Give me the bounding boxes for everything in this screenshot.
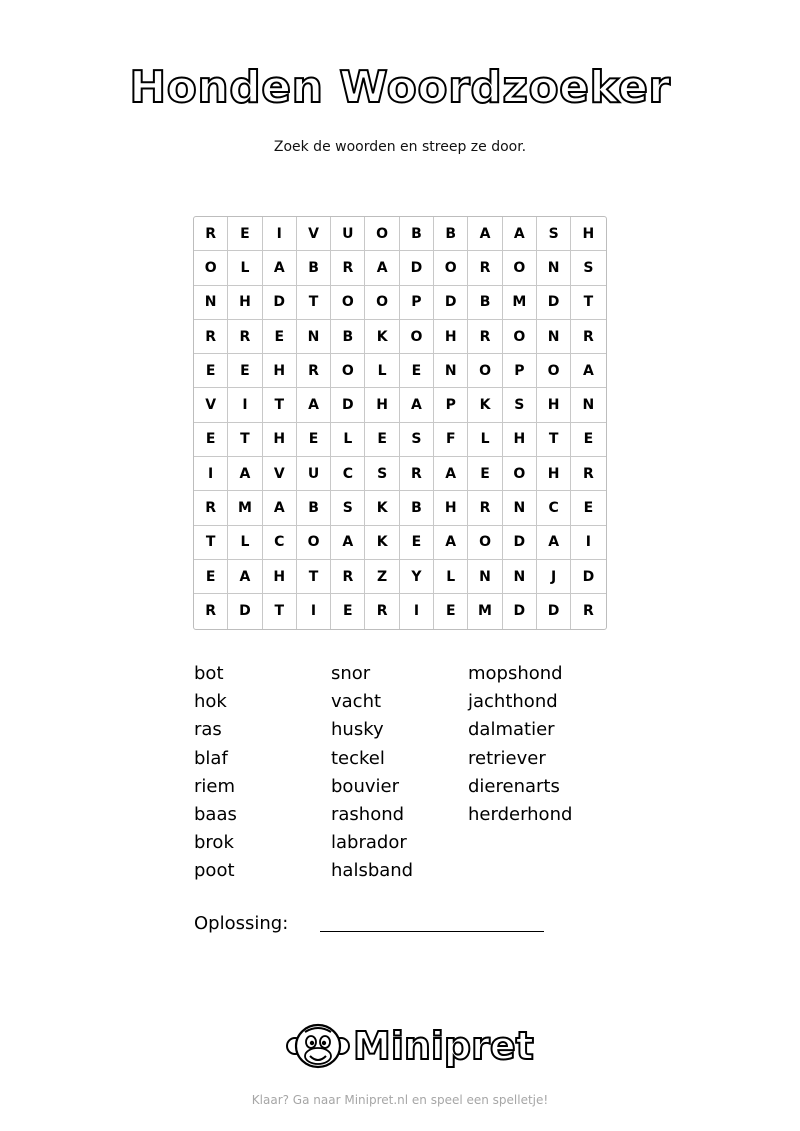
grid-cell: A — [537, 526, 571, 560]
grid-cell: N — [571, 388, 605, 422]
word-item: hok — [194, 691, 227, 713]
grid-cell: P — [400, 286, 434, 320]
grid-cell: H — [434, 491, 468, 525]
grid-cell: L — [365, 354, 399, 388]
grid-cell: O — [503, 457, 537, 491]
grid-cell: R — [194, 594, 228, 628]
word-item: poot — [194, 860, 235, 882]
grid-cell: I — [297, 594, 331, 628]
grid-cell: Z — [365, 560, 399, 594]
grid-cell: I — [194, 457, 228, 491]
grid-cell: A — [263, 251, 297, 285]
grid-cell: D — [571, 560, 605, 594]
word-item: dierenarts — [468, 775, 560, 797]
grid-cell: A — [263, 491, 297, 525]
grid-cell: O — [537, 354, 571, 388]
grid-cell: R — [194, 491, 228, 525]
grid-cell: P — [503, 354, 537, 388]
grid-cell: U — [297, 457, 331, 491]
grid-cell: S — [503, 388, 537, 422]
word-item: teckel — [331, 747, 385, 769]
solution-line — [320, 931, 544, 932]
grid-cell: E — [331, 594, 365, 628]
grid-cell: L — [228, 251, 262, 285]
grid-cell: H — [503, 423, 537, 457]
grid-cell: A — [571, 354, 605, 388]
instructions: Zoek de woorden en streep ze door. — [273, 139, 527, 155]
grid-cell: O — [194, 251, 228, 285]
grid-cell: E — [228, 354, 262, 388]
grid-cell: N — [434, 354, 468, 388]
grid-cell: R — [468, 491, 502, 525]
word-item: vacht — [331, 691, 382, 713]
grid-cell: A — [331, 526, 365, 560]
logo-text: Minipret — [353, 1024, 534, 1068]
grid-cell: T — [571, 286, 605, 320]
grid-cell: H — [537, 388, 571, 422]
grid-cell: B — [468, 286, 502, 320]
grid-cell: B — [434, 217, 468, 251]
grid-cell: E — [194, 423, 228, 457]
grid-cell: M — [468, 594, 502, 628]
grid-cell: D — [434, 286, 468, 320]
grid-cell: T — [194, 526, 228, 560]
grid-cell: S — [400, 423, 434, 457]
grid-cell: L — [468, 423, 502, 457]
grid-cell: B — [331, 320, 365, 354]
page-title: Honden Woordzoeker — [129, 62, 671, 113]
grid-cell: V — [263, 457, 297, 491]
grid-cell: E — [263, 320, 297, 354]
grid-cell: J — [537, 560, 571, 594]
grid-cell: O — [365, 217, 399, 251]
grid-cell: R — [365, 594, 399, 628]
grid-cell: B — [297, 251, 331, 285]
grid-cell: D — [228, 594, 262, 628]
grid-cell: H — [537, 457, 571, 491]
word-item: husky — [331, 719, 384, 741]
grid-cell: R — [571, 320, 605, 354]
grid-cell: R — [468, 320, 502, 354]
grid-cell: T — [297, 560, 331, 594]
grid-cell: A — [434, 457, 468, 491]
grid-cell: R — [331, 560, 365, 594]
grid-cell: O — [400, 320, 434, 354]
grid-cell: R — [297, 354, 331, 388]
word-column-3 — [468, 660, 572, 829]
grid-cell: I — [571, 526, 605, 560]
grid-cell: E — [297, 423, 331, 457]
grid-cell: V — [194, 388, 228, 422]
grid-cell: H — [434, 320, 468, 354]
grid-cell: O — [331, 286, 365, 320]
word-item: bouvier — [331, 775, 399, 797]
grid-cell: T — [263, 388, 297, 422]
grid-cell: A — [434, 526, 468, 560]
word-item: rashond — [331, 803, 405, 825]
word-item: snor — [331, 663, 371, 684]
grid-cell: S — [537, 217, 571, 251]
grid-cell: K — [468, 388, 502, 422]
grid-cell: R — [468, 251, 502, 285]
letter-grid — [193, 216, 607, 630]
grid-cell: A — [503, 217, 537, 251]
grid-cell: R — [331, 251, 365, 285]
grid-cell: O — [503, 251, 537, 285]
grid-cell: I — [400, 594, 434, 628]
grid-cell: F — [434, 423, 468, 457]
word-item: labrador — [331, 832, 407, 854]
grid-cell: H — [571, 217, 605, 251]
grid-cell: O — [297, 526, 331, 560]
grid-cell: K — [365, 491, 399, 525]
word-item: dalmatier — [468, 719, 555, 741]
grid-cell: O — [503, 320, 537, 354]
word-column-2 — [331, 660, 413, 886]
grid-cell: I — [263, 217, 297, 251]
grid-cell: T — [537, 423, 571, 457]
grid-cell: R — [400, 457, 434, 491]
grid-cell: E — [571, 491, 605, 525]
grid-cell: E — [468, 457, 502, 491]
grid-cell: O — [468, 354, 502, 388]
grid-cell: E — [365, 423, 399, 457]
grid-cell: S — [571, 251, 605, 285]
grid-cell: H — [263, 423, 297, 457]
word-item: ras — [194, 719, 222, 741]
grid-cell: H — [263, 354, 297, 388]
grid-cell: C — [263, 526, 297, 560]
grid-cell: A — [297, 388, 331, 422]
grid-cell: T — [263, 594, 297, 628]
grid-cell: P — [434, 388, 468, 422]
word-item: baas — [194, 803, 237, 825]
grid-cell: H — [263, 560, 297, 594]
word-item: halsband — [331, 860, 414, 882]
grid-cell: H — [228, 286, 262, 320]
word-item: riem — [194, 775, 236, 797]
grid-cell: C — [331, 457, 365, 491]
grid-cell: U — [331, 217, 365, 251]
word-item: mopshond — [468, 663, 563, 684]
grid-cell: E — [571, 423, 605, 457]
grid-cell: A — [365, 251, 399, 285]
grid-cell: D — [331, 388, 365, 422]
monkey-icon — [285, 1020, 351, 1076]
grid-cell: D — [537, 286, 571, 320]
grid-cell: B — [400, 217, 434, 251]
minipret-logo — [285, 1018, 534, 1078]
grid-cell: E — [194, 560, 228, 594]
grid-cell: C — [537, 491, 571, 525]
grid-cell: R — [194, 217, 228, 251]
word-item: jachthond — [468, 691, 558, 713]
word-column-1 — [194, 660, 237, 886]
grid-cell: R — [583, 603, 594, 620]
grid-cell: M — [228, 491, 262, 525]
grid-cell: A — [228, 560, 262, 594]
grid-cell: V — [297, 217, 331, 251]
grid-cell: H — [365, 388, 399, 422]
grid-cell: E — [434, 594, 468, 628]
grid-cell: N — [194, 286, 228, 320]
grid-cell: N — [503, 560, 537, 594]
grid-cell: O — [365, 286, 399, 320]
solution-label: Oplossing: — [194, 913, 289, 934]
grid-cell: N — [297, 320, 331, 354]
grid-cell: O — [434, 251, 468, 285]
grid-cell: D — [503, 594, 537, 628]
grid-cell: S — [365, 457, 399, 491]
word-item: brok — [194, 832, 234, 854]
grid-cell: N — [503, 491, 537, 525]
grid-cell: R — [194, 320, 228, 354]
grid-cell: B — [400, 491, 434, 525]
grid-cell: A — [228, 457, 262, 491]
grid-cell: O — [468, 526, 502, 560]
word-item: bot — [194, 663, 224, 684]
grid-cell: R — [571, 457, 605, 491]
grid-cell: N — [468, 560, 502, 594]
grid-cell: N — [537, 251, 571, 285]
grid-cell: E — [194, 354, 228, 388]
grid-cell: O — [331, 354, 365, 388]
grid-cell: M — [503, 286, 537, 320]
grid-cell: K — [365, 320, 399, 354]
grid-cell: R — [228, 320, 262, 354]
grid-cell: L — [434, 560, 468, 594]
word-item: herderhond — [468, 803, 573, 825]
grid-cell: E — [228, 217, 262, 251]
grid-cell: D — [400, 251, 434, 285]
grid-cell: E — [400, 354, 434, 388]
grid-cell: S — [331, 491, 365, 525]
grid-cell: T — [228, 423, 262, 457]
footer-text: Klaar? Ga naar Minipret.nl en speel een spelletje! — [251, 1093, 549, 1107]
grid-cell: A — [400, 388, 434, 422]
grid-cell: B — [297, 491, 331, 525]
grid-cell: D — [537, 594, 571, 628]
grid-cell: E — [400, 526, 434, 560]
grid-cell: K — [365, 526, 399, 560]
grid-cell: L — [228, 526, 262, 560]
grid-cell: L — [331, 423, 365, 457]
grid-cell: D — [503, 526, 537, 560]
grid-cell: Y — [400, 560, 434, 594]
word-item: blaf — [194, 747, 228, 769]
grid-cell: N — [537, 320, 571, 354]
grid-cell: A — [468, 217, 502, 251]
word-item: retriever — [468, 747, 546, 769]
grid-cell: T — [297, 286, 331, 320]
grid-cell: I — [228, 388, 262, 422]
grid-cell: D — [263, 286, 297, 320]
